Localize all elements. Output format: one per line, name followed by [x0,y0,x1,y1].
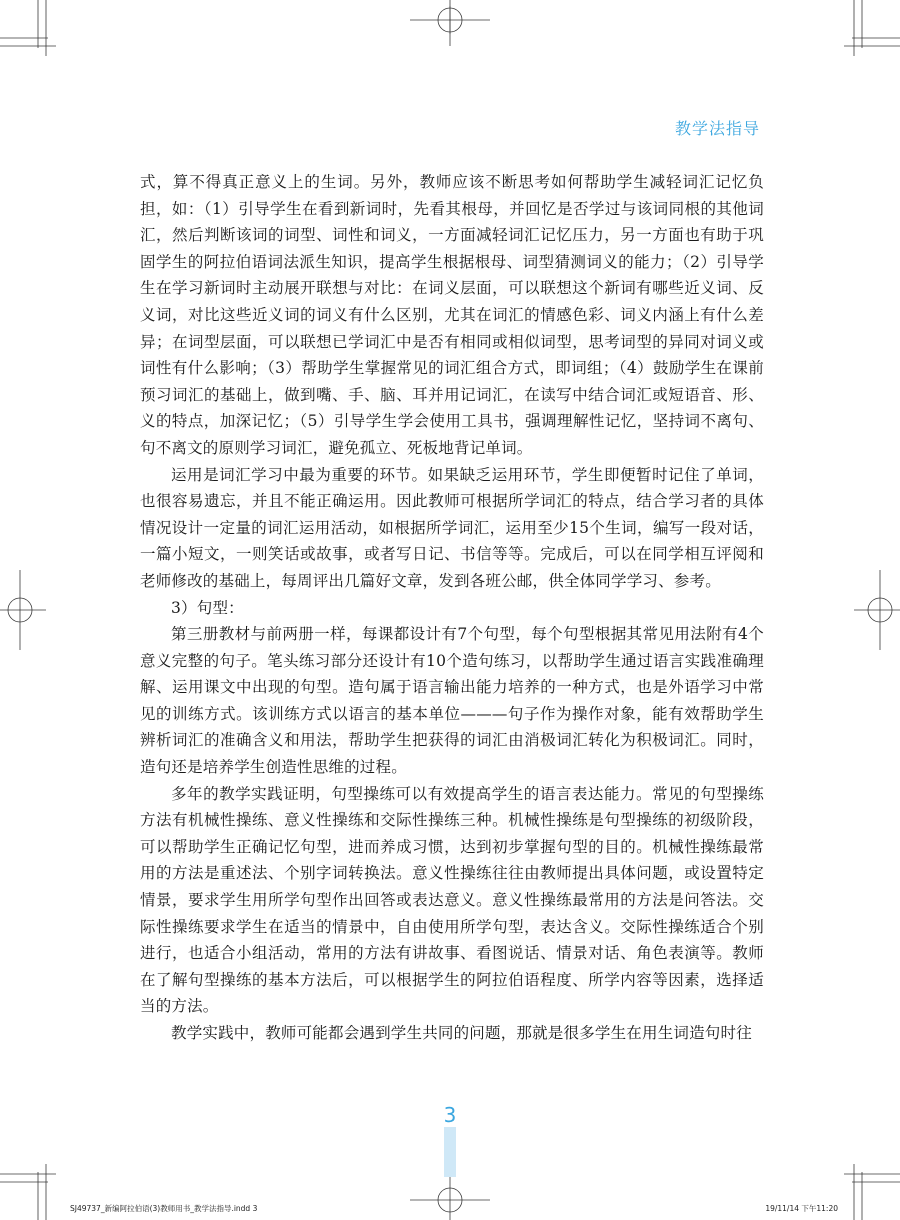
body-text [140,169,764,1047]
paragraph-3: 第三册教材与前两册一样，每课都设计有7个句型，每个句型根据其常见用法附有4个意义完整的句子。笔头练习部分还设计有10个造句练习，以帮助学生通过语言实践准确理解、运用课文中出现的句型。造句属于语言输出能力培养的一种方式，也是外语学习中常见的训练方式。该训练方式以语言的基本单位———句子作为操作对象，能有效帮助学生辨析词汇的准确含义和用法，帮助学生把获得的词汇由消极词汇转化为积极词汇。同时，造句还是培养学生创造性思维的过程。 [140,625,764,777]
paragraph-5: 教学实践中，教师可能都会遇到学生共同的问题，那就是很多学生在用生词造句时往 [171,1024,752,1042]
section-heading-sentence-patterns: 3）句型： [171,598,244,617]
page-number: 3 [443,1103,457,1127]
paragraph-1: 式，算不得真正意义上的生词。另外，教师应该不断思考如何帮助学生减轻词汇记忆负担，如：（1）引导学生在看到新词时，先看其根母，并回忆是否学过与该词同根的其他词汇，然后判断该词的词型、词性和词义，一方面减轻词汇记忆压力，另一方面也有助于巩固学生的阿拉伯语词法派生知识，提高学生根据根母、词型猜测词义的能力；（2）引导学生在学习新词时主动展开联想与对比：在词义层面，可以联想这个新词有哪些近义词、反义词，对比这些近义词的词义有什么区别，尤其在词汇的情感色彩、词义内涵上有什么差异；在词型层面，可以联想已学词汇中是否有相同或相似词型，思考词型的异同对词义或词性有什么影响；（3）帮助学生掌握常见的词汇组合方式，即词组；（4）鼓励学生在课前预习词汇的基础上，做到嘴、手、脑、耳并用记词汇，在读写中结合词汇或短语音、形、义的特点，加深记忆；（5）引导学生学会使用工具书，强调理解性记忆，坚持词不离句、句不离文的原则学习词汇，避免孤立、死板地背记单词。 [140,173,764,457]
print-slug-date: 19/11/14 下午11:20 [765,1204,838,1213]
paragraph-2: 运用是词汇学习中最为重要的环节。如果缺乏运用环节，学生即便暂时记住了单词，也很容易遗忘，并且不能正确运用。因此教师可根据所学词汇的特点，结合学习者的具体情况设计一定量的词汇运用活动，如根据所学词汇，运用至少15个生词，编写一段对话，一篇小短文，一则笑话或故事，或者写日记、书信等等。完成后，可以在同学相互评阅和老师修改的基础上，每周评出几篇好文章，发到各班公邮，供全体同学学习、参考。 [140,465,764,590]
page-number-bar [444,1127,456,1177]
paragraph-4: 多年的教学实践证明，句型操练可以有效提高学生的语言表达能力。常见的句型操练方法有机械性操练、意义性操练和交际性操练三种。机械性操练是句型操练的初级阶段，可以帮助学生正确记忆句型，进而养成习惯，达到初步掌握句型的目的。机械性操练最常用的方法是重述法、个别字词转换法。意义性操练往往由教师提出具体问题，或设置特定情景，要求学生用所学句型作出回答或表达意义。意义性操练最常用的方法是问答法。交际性操练要求学生在适当的情景中，自由使用所学句型，表达含义。交际性操练适合个别进行，也适合小组活动，常用的方法有讲故事、看图说话、情景对话、角色表演等。教师在了解句型操练的基本方法后，可以根据学生的阿拉伯语程度、所学内容等因素，选择适当的方法。 [140,784,764,1016]
print-slug-file: SJ49737_新编阿拉伯语(3)教师用书_教学法指导.indd 3 [70,1204,258,1213]
running-head-title: 教学法指导 [674,119,760,138]
